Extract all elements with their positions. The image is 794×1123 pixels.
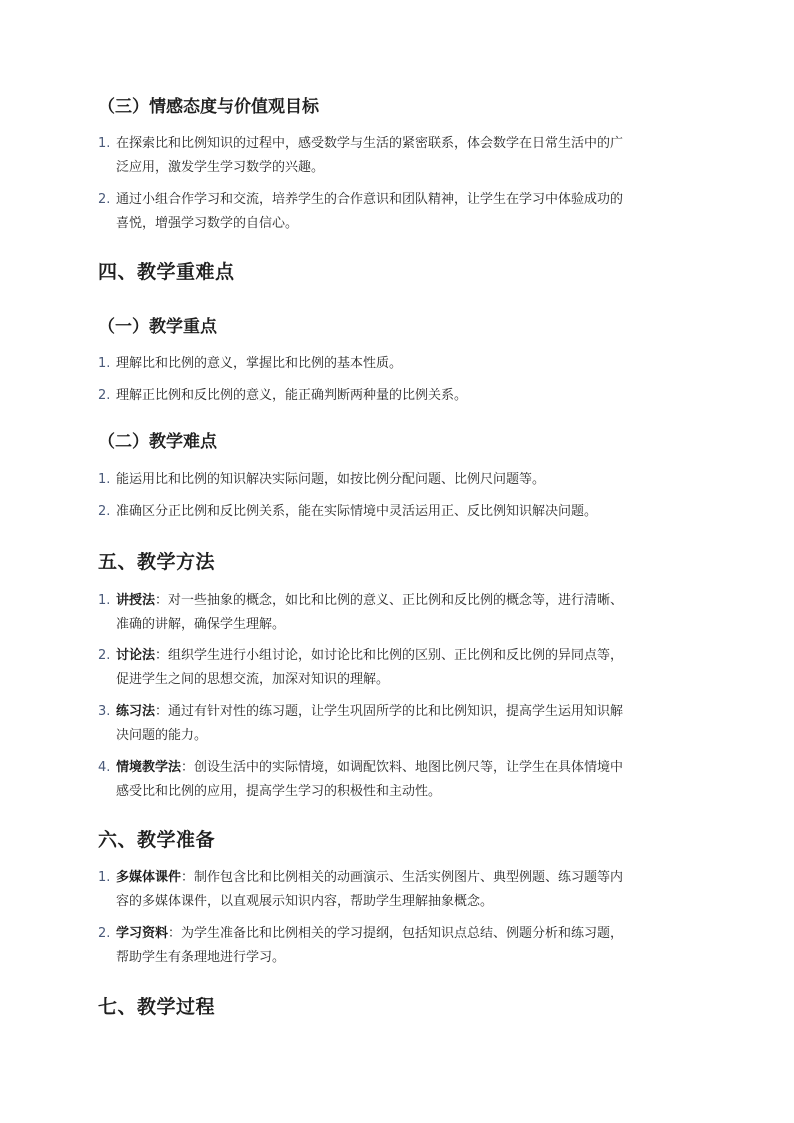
- list-text-line: 感受比和比例的应用，提高学生学习的积极性和主动性。: [116, 784, 442, 799]
- list-text: ：组织学生进行小组讨论，如讨论比和比例的区别、正比例和反比例的异同点等，: [155, 648, 624, 663]
- term-label: 多媒体课件: [116, 870, 182, 885]
- list-text-line: 通过小组合作学习和交流，培养学生的合作意识和团队精神，让学生在学习中体验成功的: [116, 192, 624, 207]
- list-item: [98, 922, 698, 970]
- list-text-line: 帮助学生有条理地进行学习。: [116, 950, 286, 965]
- list-text: ：创设生活中的实际情境，如调配饮料、地图比例尺等，让学生在具体情境中: [181, 760, 624, 775]
- list-text-line: 泛应用，激发学生学习数学的兴趣。: [116, 160, 325, 175]
- list-text-line: 决问题的能力。: [116, 728, 208, 743]
- list-number: 3.: [98, 704, 111, 719]
- list-text-line: [116, 589, 698, 613]
- list-item: [98, 384, 698, 408]
- list-text: ：制作包含比和比例相关的动画演示、生活实例图片、典型例题、练习题等内: [181, 870, 624, 885]
- list-text-line: 促进学生之间的思想交流，加深对知识的理解。: [116, 672, 390, 687]
- list-text-line: [116, 866, 698, 890]
- section-heading-teaching-process: 七、教学过程: [98, 996, 216, 1018]
- term-label: 讨论法: [116, 648, 156, 663]
- list-text: ：通过有针对性的练习题，让学生巩固所学的比和比例知识，提高学生运用知识解: [155, 704, 624, 719]
- list-item: [98, 589, 698, 637]
- list-number: 1.: [98, 870, 111, 885]
- list-text-line: 准确的讲解，确保学生理解。: [116, 617, 286, 632]
- list-text-line: [116, 922, 698, 946]
- section-heading-key-difficult-points: 四、教学重难点: [98, 261, 235, 283]
- list-item: [98, 700, 698, 748]
- term-label: 学习资料: [116, 926, 169, 941]
- list-item: [98, 468, 698, 492]
- list-number: 2.: [98, 192, 111, 207]
- list-text-line: [116, 756, 698, 780]
- list-number: 2.: [98, 648, 111, 663]
- subsection-heading-key-points: （一）教学重点: [98, 317, 217, 337]
- list-item: [98, 188, 698, 236]
- list-text-line: [116, 644, 698, 668]
- list-number: 4.: [98, 760, 111, 775]
- list-text-line: 理解正比例和反比例的意义，能正确判断两种量的比例关系。: [116, 388, 468, 403]
- list-number: 1.: [98, 356, 111, 371]
- list-number: 2.: [98, 388, 111, 403]
- section-heading-attitude-goals: （三）情感态度与价值观目标: [98, 97, 319, 117]
- list-text-line: 容的多媒体课件，以直观展示知识内容，帮助学生理解抽象概念。: [116, 894, 494, 909]
- term-label: 讲授法: [116, 593, 156, 608]
- list-item: [98, 756, 698, 804]
- list-item: [98, 866, 698, 914]
- term-label: 情境教学法: [116, 760, 182, 775]
- section-heading-teaching-preparation: 六、教学准备: [98, 829, 216, 851]
- list-text-line: 准确区分正比例和反比例关系，能在实际情境中灵活运用正、反比例知识解决问题。: [116, 504, 598, 519]
- term-label: 练习法: [116, 704, 156, 719]
- section-heading-teaching-methods: 五、教学方法: [98, 551, 216, 573]
- list-text-line: 能运用比和比例的知识解决实际问题，如按比例分配问题、比例尺问题等。: [116, 472, 546, 487]
- list-item: [98, 132, 698, 180]
- list-text-line: 在探索比和比例知识的过程中，感受数学与生活的紧密联系，体会数学在日常生活中的广: [116, 136, 624, 151]
- list-item: [98, 500, 698, 524]
- list-text-line: [116, 700, 698, 724]
- list-number: 1.: [98, 136, 111, 151]
- list-text: ：为学生准备比和比例相关的学习提纲，包括知识点总结、例题分析和练习题，: [168, 926, 624, 941]
- list-text-line: 喜悦，增强学习数学的自信心。: [116, 216, 299, 231]
- subsection-heading-difficult-points: （二）教学难点: [98, 432, 217, 452]
- list-number: 2.: [98, 926, 111, 941]
- list-number: 1.: [98, 472, 111, 487]
- list-item: [98, 644, 698, 692]
- list-item: [98, 352, 698, 376]
- list-text-line: 理解比和比例的意义，掌握比和比例的基本性质。: [116, 356, 403, 371]
- list-number: 2.: [98, 504, 111, 519]
- list-number: 1.: [98, 593, 111, 608]
- list-text: ：对一些抽象的概念，如比和比例的意义、正比例和反比例的概念等，进行清晰、: [155, 593, 624, 608]
